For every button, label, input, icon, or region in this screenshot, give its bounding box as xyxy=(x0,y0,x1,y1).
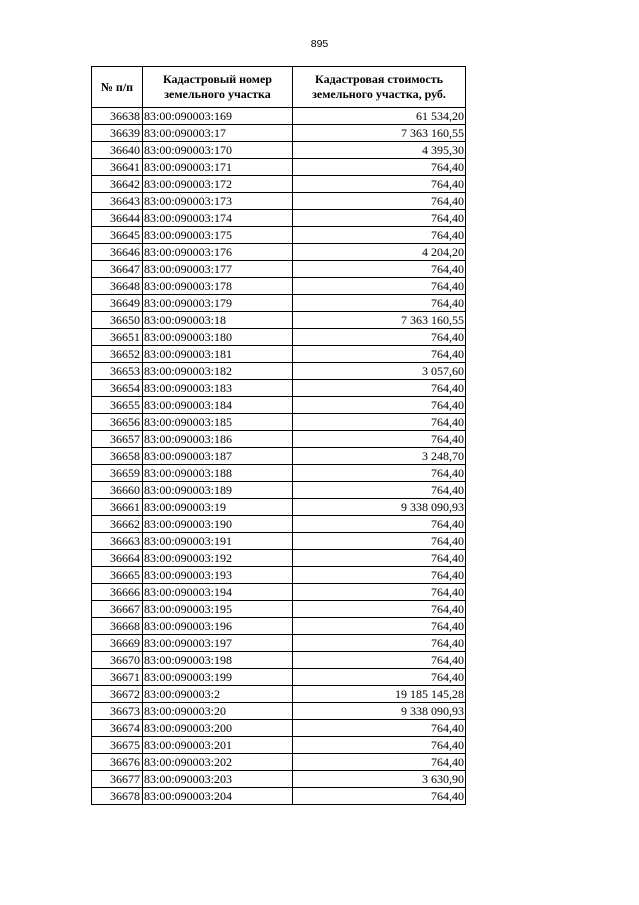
row-number-cell: 36655 xyxy=(92,397,143,414)
cadastral-value-cell: 764,40 xyxy=(293,278,466,295)
cadastral-value-cell: 764,40 xyxy=(293,261,466,278)
row-number-cell: 36658 xyxy=(92,448,143,465)
row-number-cell: 36668 xyxy=(92,618,143,635)
row-number-cell: 36639 xyxy=(92,125,143,142)
cadastral-value-cell: 4 395,30 xyxy=(293,142,466,159)
cadastral-number-cell: 83:00:090003:188 xyxy=(143,465,293,482)
header-cadastral-number: Кадастровый номер земельного участка xyxy=(143,67,293,108)
row-number-cell: 36660 xyxy=(92,482,143,499)
cadastral-number-cell: 83:00:090003:175 xyxy=(143,227,293,244)
table-row xyxy=(92,295,466,312)
cadastral-number-cell: 83:00:090003:172 xyxy=(143,176,293,193)
row-number-cell: 36651 xyxy=(92,329,143,346)
table-row xyxy=(92,193,466,210)
table-row xyxy=(92,278,466,295)
cadastral-value-cell: 764,40 xyxy=(293,635,466,652)
cadastral-number-cell: 83:00:090003:192 xyxy=(143,550,293,567)
cadastral-value-cell: 764,40 xyxy=(293,652,466,669)
cadastral-value-cell: 3 057,60 xyxy=(293,363,466,380)
header-cadastral-value: Кадастровая стоимость земельного участка, руб. xyxy=(293,67,466,108)
table-row xyxy=(92,737,466,754)
row-number-cell: 36674 xyxy=(92,720,143,737)
row-number-cell: 36650 xyxy=(92,312,143,329)
cadastral-number-cell: 83:00:090003:178 xyxy=(143,278,293,295)
cadastral-number-cell: 83:00:090003:180 xyxy=(143,329,293,346)
cadastral-value-cell: 764,40 xyxy=(293,346,466,363)
row-number-cell: 36641 xyxy=(92,159,143,176)
cadastral-value-cell: 764,40 xyxy=(293,669,466,686)
cadastral-value-cell: 764,40 xyxy=(293,550,466,567)
cadastral-value-cell: 9 338 090,93 xyxy=(293,703,466,720)
row-number-cell: 36643 xyxy=(92,193,143,210)
table-row xyxy=(92,482,466,499)
cadastral-value-cell: 764,40 xyxy=(293,431,466,448)
cadastral-value-cell: 764,40 xyxy=(293,788,466,805)
cadastral-value-cell: 764,40 xyxy=(293,618,466,635)
cadastral-number-cell: 83:00:090003:19 xyxy=(143,499,293,516)
row-number-cell: 36677 xyxy=(92,771,143,788)
cadastral-number-cell: 83:00:090003:196 xyxy=(143,618,293,635)
table-row xyxy=(92,652,466,669)
table-row xyxy=(92,244,466,261)
cadastral-number-cell: 83:00:090003:17 xyxy=(143,125,293,142)
cadastral-value-cell: 764,40 xyxy=(293,567,466,584)
cadastral-table xyxy=(91,66,466,805)
table-row xyxy=(92,686,466,703)
cadastral-value-cell: 764,40 xyxy=(293,295,466,312)
cadastral-number-cell: 83:00:090003:198 xyxy=(143,652,293,669)
table-row xyxy=(92,703,466,720)
table-row xyxy=(92,669,466,686)
table-row xyxy=(92,567,466,584)
cadastral-number-cell: 83:00:090003:194 xyxy=(143,584,293,601)
cadastral-value-cell: 764,40 xyxy=(293,193,466,210)
cadastral-number-cell: 83:00:090003:186 xyxy=(143,431,293,448)
table-row xyxy=(92,635,466,652)
cadastral-value-cell: 4 204,20 xyxy=(293,244,466,261)
row-number-cell: 36670 xyxy=(92,652,143,669)
table-row xyxy=(92,550,466,567)
cadastral-number-cell: 83:00:090003:195 xyxy=(143,601,293,618)
cadastral-value-cell: 9 338 090,93 xyxy=(293,499,466,516)
table-header-row xyxy=(92,67,466,108)
cadastral-number-cell: 83:00:090003:197 xyxy=(143,635,293,652)
row-number-cell: 36652 xyxy=(92,346,143,363)
cadastral-number-cell: 83:00:090003:181 xyxy=(143,346,293,363)
row-number-cell: 36646 xyxy=(92,244,143,261)
cadastral-number-cell: 83:00:090003:184 xyxy=(143,397,293,414)
cadastral-number-cell: 83:00:090003:170 xyxy=(143,142,293,159)
row-number-cell: 36648 xyxy=(92,278,143,295)
row-number-cell: 36644 xyxy=(92,210,143,227)
cadastral-value-cell: 764,40 xyxy=(293,159,466,176)
row-number-cell: 36673 xyxy=(92,703,143,720)
cadastral-value-cell: 7 363 160,55 xyxy=(293,125,466,142)
table-row xyxy=(92,329,466,346)
cadastral-value-cell: 764,40 xyxy=(293,516,466,533)
table-row xyxy=(92,142,466,159)
cadastral-value-cell: 764,40 xyxy=(293,533,466,550)
cadastral-number-cell: 83:00:090003:179 xyxy=(143,295,293,312)
cadastral-value-cell: 764,40 xyxy=(293,601,466,618)
cadastral-number-cell: 83:00:090003:177 xyxy=(143,261,293,278)
row-number-cell: 36671 xyxy=(92,669,143,686)
cadastral-number-cell: 83:00:090003:183 xyxy=(143,380,293,397)
cadastral-number-cell: 83:00:090003:204 xyxy=(143,788,293,805)
cadastral-value-cell: 764,40 xyxy=(293,329,466,346)
table-row xyxy=(92,601,466,618)
cadastral-number-cell: 83:00:090003:173 xyxy=(143,193,293,210)
table-row xyxy=(92,227,466,244)
row-number-cell: 36647 xyxy=(92,261,143,278)
table-row xyxy=(92,465,466,482)
table-row xyxy=(92,720,466,737)
cadastral-number-cell: 83:00:090003:176 xyxy=(143,244,293,261)
cadastral-number-cell: 83:00:090003:202 xyxy=(143,754,293,771)
table-row xyxy=(92,618,466,635)
cadastral-value-cell: 764,40 xyxy=(293,380,466,397)
cadastral-number-cell: 83:00:090003:189 xyxy=(143,482,293,499)
cadastral-number-cell: 83:00:090003:20 xyxy=(143,703,293,720)
cadastral-value-cell: 764,40 xyxy=(293,465,466,482)
cadastral-number-cell: 83:00:090003:187 xyxy=(143,448,293,465)
cadastral-value-cell: 19 185 145,28 xyxy=(293,686,466,703)
cadastral-number-cell: 83:00:090003:182 xyxy=(143,363,293,380)
table-row xyxy=(92,125,466,142)
row-number-cell: 36675 xyxy=(92,737,143,754)
cadastral-number-cell: 83:00:090003:185 xyxy=(143,414,293,431)
row-number-cell: 36665 xyxy=(92,567,143,584)
table-row xyxy=(92,363,466,380)
table-row xyxy=(92,346,466,363)
row-number-cell: 36642 xyxy=(92,176,143,193)
row-number-cell: 36654 xyxy=(92,380,143,397)
cadastral-value-cell: 764,40 xyxy=(293,720,466,737)
cadastral-value-cell: 764,40 xyxy=(293,397,466,414)
cadastral-value-cell: 3 630,90 xyxy=(293,771,466,788)
cadastral-value-cell: 764,40 xyxy=(293,482,466,499)
cadastral-value-cell: 764,40 xyxy=(293,754,466,771)
cadastral-number-cell: 83:00:090003:171 xyxy=(143,159,293,176)
row-number-cell: 36672 xyxy=(92,686,143,703)
cadastral-number-cell: 83:00:090003:18 xyxy=(143,312,293,329)
row-number-cell: 36663 xyxy=(92,533,143,550)
cadastral-number-cell: 83:00:090003:199 xyxy=(143,669,293,686)
row-number-cell: 36661 xyxy=(92,499,143,516)
cadastral-number-cell: 83:00:090003:201 xyxy=(143,737,293,754)
table-row xyxy=(92,159,466,176)
cadastral-number-cell: 83:00:090003:169 xyxy=(143,108,293,125)
row-number-cell: 36659 xyxy=(92,465,143,482)
row-number-cell: 36657 xyxy=(92,431,143,448)
cadastral-value-cell: 61 534,20 xyxy=(293,108,466,125)
table-row xyxy=(92,754,466,771)
row-number-cell: 36649 xyxy=(92,295,143,312)
cadastral-value-cell: 7 363 160,55 xyxy=(293,312,466,329)
cadastral-number-cell: 83:00:090003:174 xyxy=(143,210,293,227)
table-row xyxy=(92,448,466,465)
cadastral-value-cell: 764,40 xyxy=(293,584,466,601)
row-number-cell: 36656 xyxy=(92,414,143,431)
row-number-cell: 36667 xyxy=(92,601,143,618)
row-number-cell: 36640 xyxy=(92,142,143,159)
row-number-cell: 36666 xyxy=(92,584,143,601)
page-number: 895 xyxy=(310,38,329,50)
cadastral-value-cell: 764,40 xyxy=(293,210,466,227)
cadastral-number-cell: 83:00:090003:200 xyxy=(143,720,293,737)
table-body xyxy=(92,108,466,805)
cadastral-value-cell: 764,40 xyxy=(293,176,466,193)
header-row-number: № п/п xyxy=(92,67,143,108)
table-row xyxy=(92,210,466,227)
table-row xyxy=(92,397,466,414)
row-number-cell: 36669 xyxy=(92,635,143,652)
table-row xyxy=(92,261,466,278)
row-number-cell: 36645 xyxy=(92,227,143,244)
row-number-cell: 36664 xyxy=(92,550,143,567)
table-row xyxy=(92,312,466,329)
cadastral-number-cell: 83:00:090003:193 xyxy=(143,567,293,584)
table-row xyxy=(92,533,466,550)
cadastral-number-cell: 83:00:090003:191 xyxy=(143,533,293,550)
cadastral-value-cell: 764,40 xyxy=(293,414,466,431)
cadastral-number-cell: 83:00:090003:2 xyxy=(143,686,293,703)
row-number-cell: 36676 xyxy=(92,754,143,771)
cadastral-number-cell: 83:00:090003:190 xyxy=(143,516,293,533)
table-row xyxy=(92,108,466,125)
cadastral-value-cell: 764,40 xyxy=(293,227,466,244)
table-row xyxy=(92,788,466,805)
row-number-cell: 36662 xyxy=(92,516,143,533)
row-number-cell: 36638 xyxy=(92,108,143,125)
table-row xyxy=(92,516,466,533)
cadastral-value-cell: 3 248,70 xyxy=(293,448,466,465)
table-row xyxy=(92,431,466,448)
cadastral-value-cell: 764,40 xyxy=(293,737,466,754)
table-row xyxy=(92,771,466,788)
row-number-cell: 36653 xyxy=(92,363,143,380)
table-row xyxy=(92,414,466,431)
table-row xyxy=(92,584,466,601)
cadastral-number-cell: 83:00:090003:203 xyxy=(143,771,293,788)
table-row xyxy=(92,176,466,193)
row-number-cell: 36678 xyxy=(92,788,143,805)
table-row xyxy=(92,380,466,397)
table-row xyxy=(92,499,466,516)
